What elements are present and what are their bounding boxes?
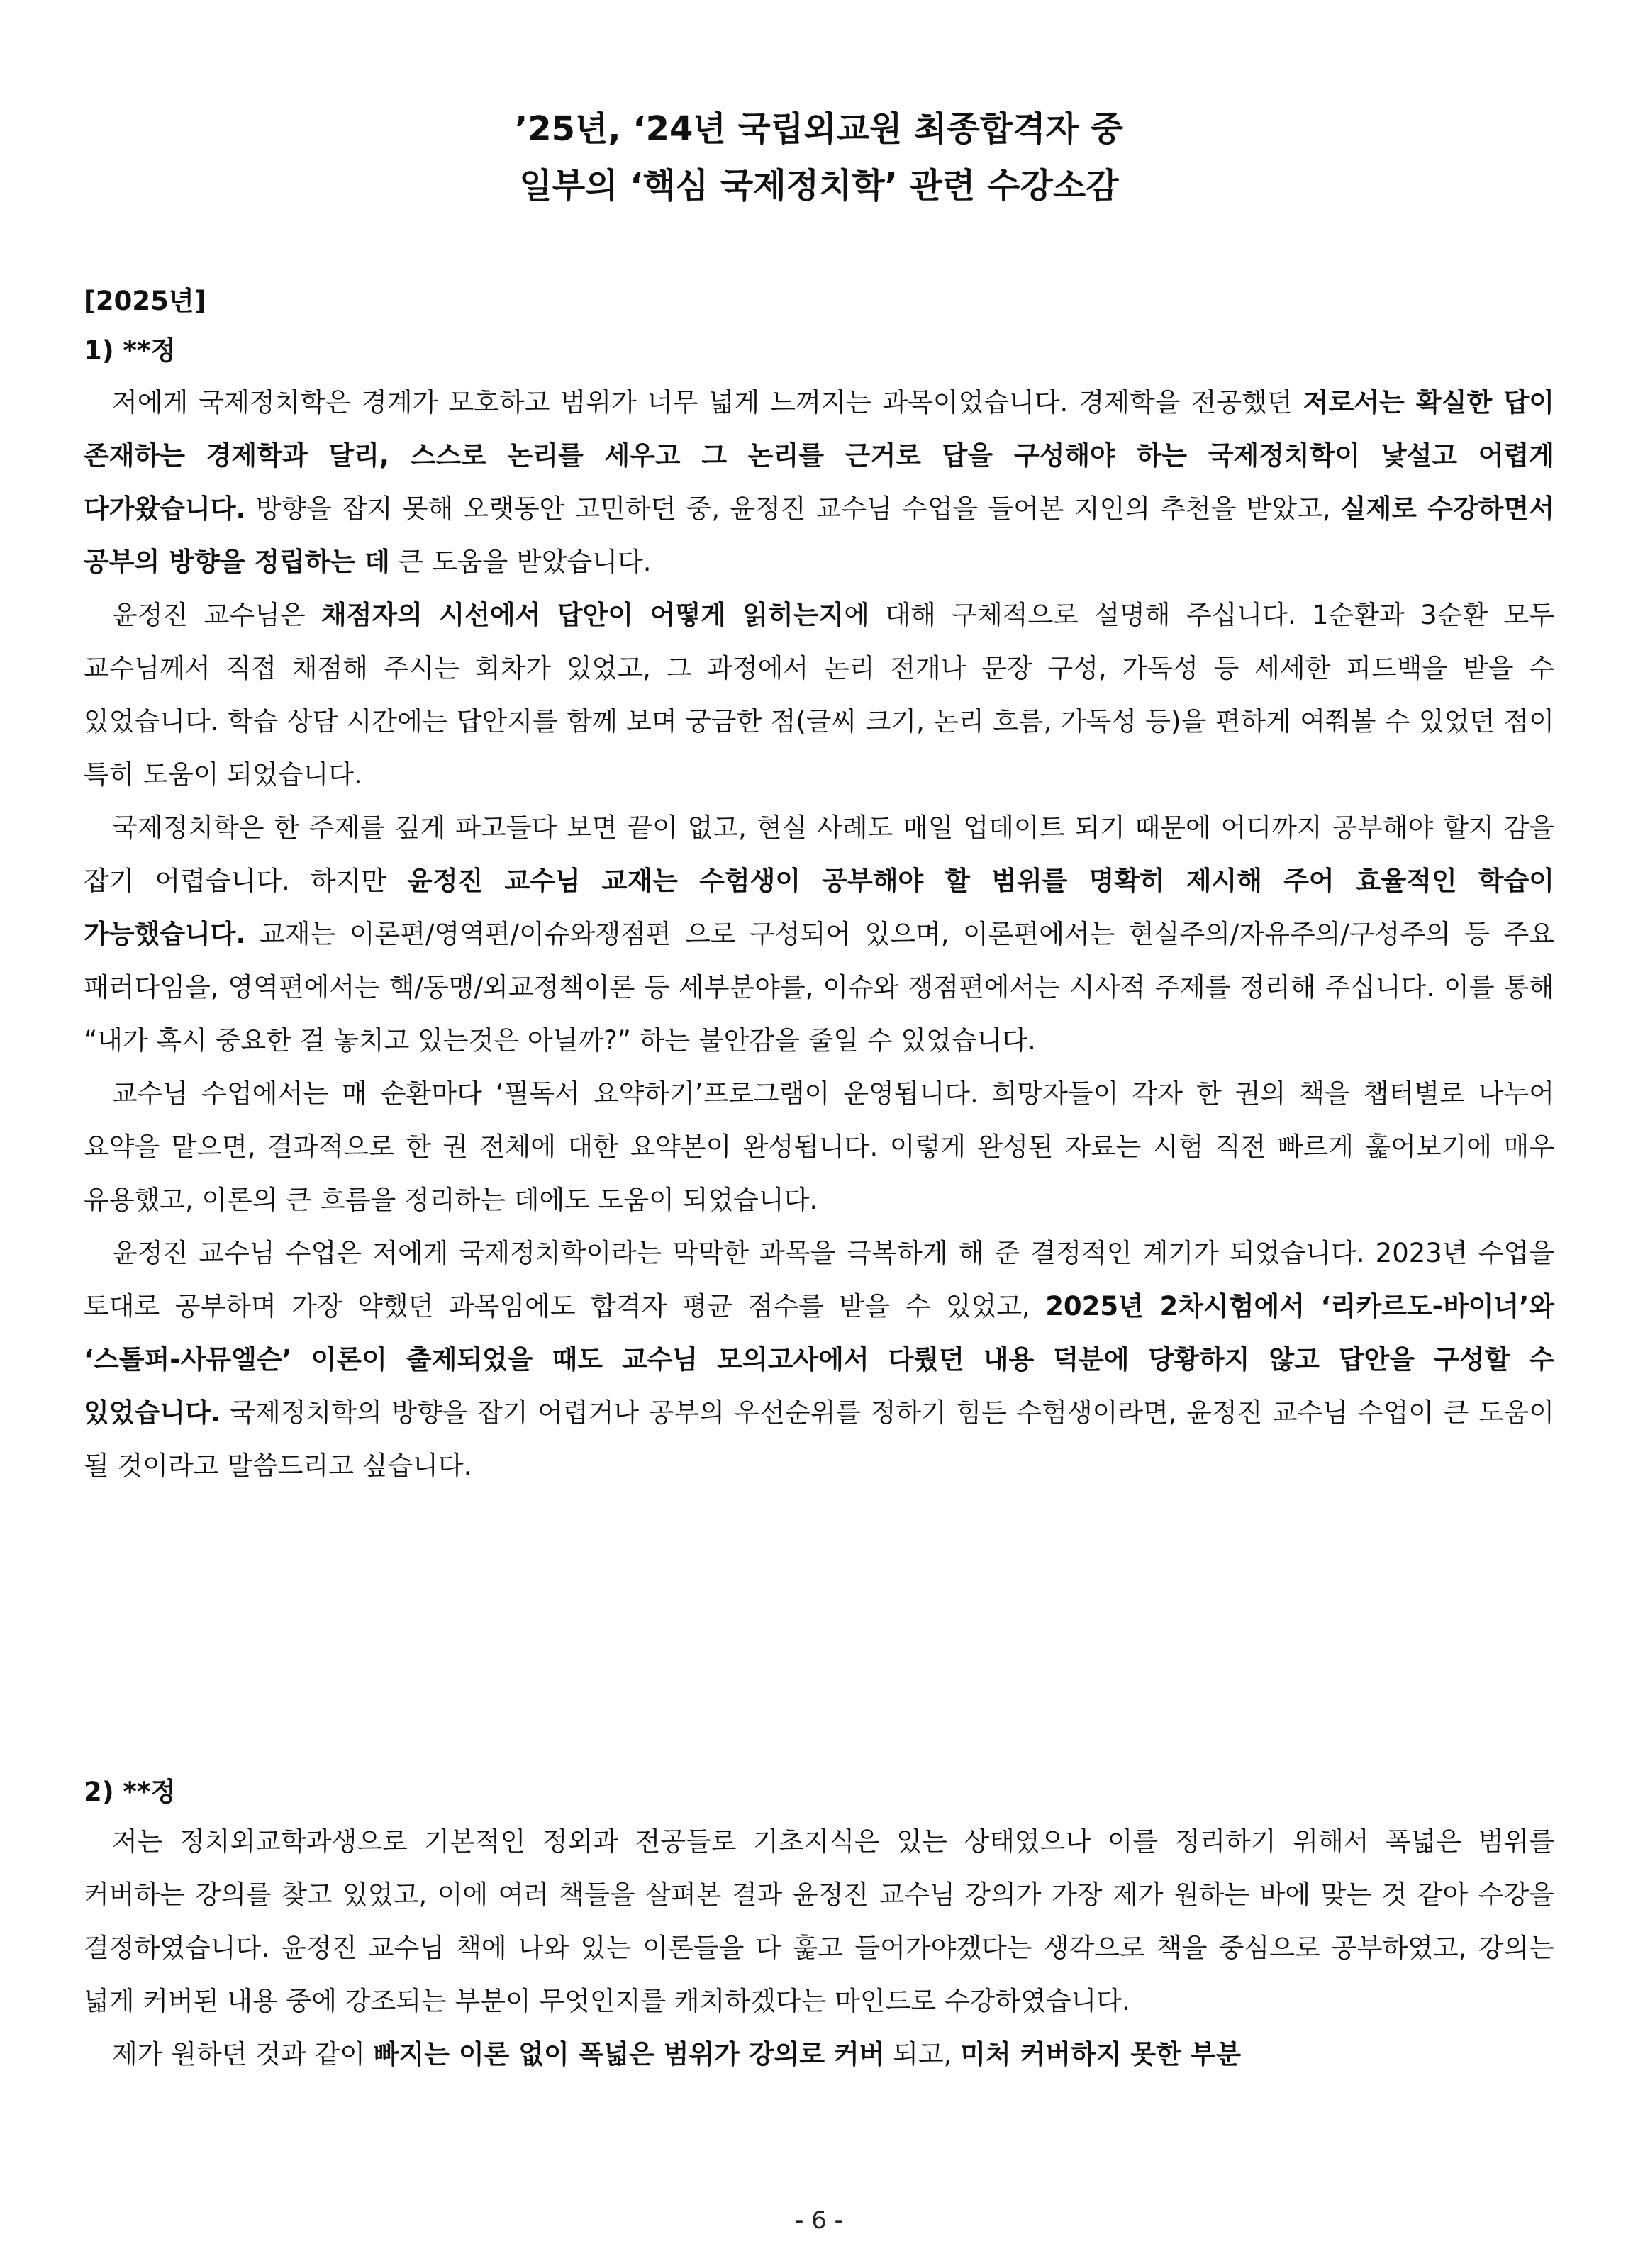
text-run: 국제정치학은 한 주제를 깊게 파고들다 보면 끝이 없고, 현실 사례도 매일 업데이트 되기 때문에 어디까지 공부해야 할지 감을 잡기 어렵습니다. 하지만 [84,812,1554,896]
entry-1-paragraph-4 [84,1067,1554,1227]
entry-1-paragraph-1 [84,376,1554,588]
text-run: 저는 정치외교학과생으로 기본적인 정외과 전공들로 기초지식은 있는 상태였으나 이를 정리하기 위해서 폭넓은 범위를 커버하는 강의를 찾고 있었고, 이에 여러 책들을 살펴본 결과 윤정진 교수님 강의가 가장 제가 원하는 바에 맞는 것 같아 수강을 결정하였습니다. 윤정진 교수님 책에 나와 있는 이론들을 다 훑고 들어가야겠다는 생각으로 책을 중심으로 공부하였고, 강의는 넓게 커버된 내용 중에 강조되는 부분이 무엇인지를 캐치하겠다는 마인드로 수강하였습니다. [84,1826,1554,2016]
entry-1-paragraph-2 [84,588,1554,801]
entry-1-body [84,376,1554,1492]
text-run: 되고, [884,2039,961,2069]
emphasized-text: 채점자의 시선에서 답안이 어떻게 읽히는지 [321,600,845,630]
entry-2-body [84,1815,1554,2081]
entry-1-paragraph-3 [84,801,1554,1067]
page-number: - 6 - [795,2206,843,2235]
text-run: 교재는 이론편/영역편/이슈와쟁점편 으로 구성되어 있으며, 이론편에서는 현실주의/자유주의/구성주의 등 주요 패러다임을, 영역편에서는 핵/동맹/외교정책이론 등 세부분야를, 이슈와 쟁점편에서는 시사적 주제를 정리해 주십니다. 이를 통해 “내가 혹시 중요한 걸 놓치고 있는것은 아닐까?” 하는 불안감을 줄일 수 있었습니다. [84,919,1554,1056]
text-run: 저에게 국제정치학은 경계가 모호하고 범위가 너무 넓게 느껴지는 과목이었습니다. 경제학을 전공했던 [112,387,1303,418]
emphasized-text: 저로서는 확실한 답이 존재하는 경제학과 달리, 스스로 논리를 세우고 그 논리를 근거로 답을 구성해야 하는 국제정치학이 낯설고 어렵게 다가왔습니다. [84,387,1554,524]
text-run: 큰 도움을 받았습니다. [389,547,652,577]
title-line-1: ’25년, ‘24년 국립외교원 최종합격자 중 [515,109,1123,149]
text-run: 방향을 잡지 못해 오랫동안 고민하던 중, 윤정진 교수님 수업을 들어본 지인의 추천을 받았고, [245,493,1341,524]
entry-2-paragraph-2 [84,2028,1554,2081]
entry-2-paragraph-1 [84,1815,1554,2028]
emphasized-text: 실제로 수강하면서 공부의 방향을 정립하는 데 [84,493,1554,577]
entry-1-heading: 1) **정 [84,335,176,366]
text-run: 제가 원하던 것과 같이 [112,2039,374,2069]
text-run: 국제정치학의 방향을 잡기 어렵거나 공부의 우선순위를 정하기 힘든 수험생이라면, 윤정진 교수님 수업이 큰 도움이 될 것이라고 말씀드리고 싶습니다. [84,1397,1554,1481]
text-run: 윤정진 교수님 수업은 저에게 국제정치학이라는 막막한 과목을 극복하게 해 준 결정적인 계기가 되었습니다. 2023년 수업을 토대로 공부하며 가장 약했던 과목임에도 합격자 평균 점수를 받을 수 있었고, [84,1238,1554,1322]
emphasized-text: 2025년 2차시험에서 ‘리카르도-바이너’와 ‘스톨퍼-사뮤엘슨’ 이론이 출제되었을 때도 교수님 모의고사에서 다뤘던 내용 덕분에 당황하지 않고 답안을 구성할 수 있었습니다. [84,1291,1554,1428]
emphasized-text: 빠지는 이론 없이 폭넓은 범위가 강의로 커버 [373,2039,885,2069]
text-run: 에 대해 구체적으로 설명해 주십니다. 1순환과 3순환 모두 교수님께서 직접 채점해 주시는 회차가 있었고, 그 과정에서 논리 전개나 문장 구성, 가독성 등 세세한 피드백을 받을 수 있었습니다. 학습 상담 시간에는 답안지를 함께 보며 궁금한 점(글씨 크기, 논리 흐름, 가독성 등)을 편하게 여쭤볼 수 있었던 점이 특히 도움이 되었습니다. [84,600,1555,790]
text-run: 윤정진 교수님은 [112,600,321,630]
text-run: 교수님 수업에서는 매 순환마다 ‘필독서 요약하기’프로그램이 운영됩니다. 희망자들이 각자 한 권의 책을 챕터별로 나누어 요약을 맡으면, 결과적으로 한 권 전체에 대한 요약본이 완성됩니다. 이렇게 완성된 자료는 시험 직전 빠르게 훑어보기에 매우 유용했고, 이론의 큰 흐름을 정리하는 데에도 도움이 되었습니다. [84,1078,1554,1215]
year-heading: [2025년] [84,286,206,316]
entry-1-paragraph-5 [84,1227,1554,1492]
title-line-2: 일부의 ‘핵심 국제정치학’ 관련 수강소감 [519,166,1119,206]
emphasized-text: 윤정진 교수님 교재는 수험생이 공부해야 할 범위를 명확히 제시해 주어 효율적인 학습이 가능했습니다. [84,866,1555,949]
emphasized-text: 미처 커버하지 못한 부분 [960,2039,1242,2069]
entry-2-heading: 2) **정 [84,1777,176,1807]
